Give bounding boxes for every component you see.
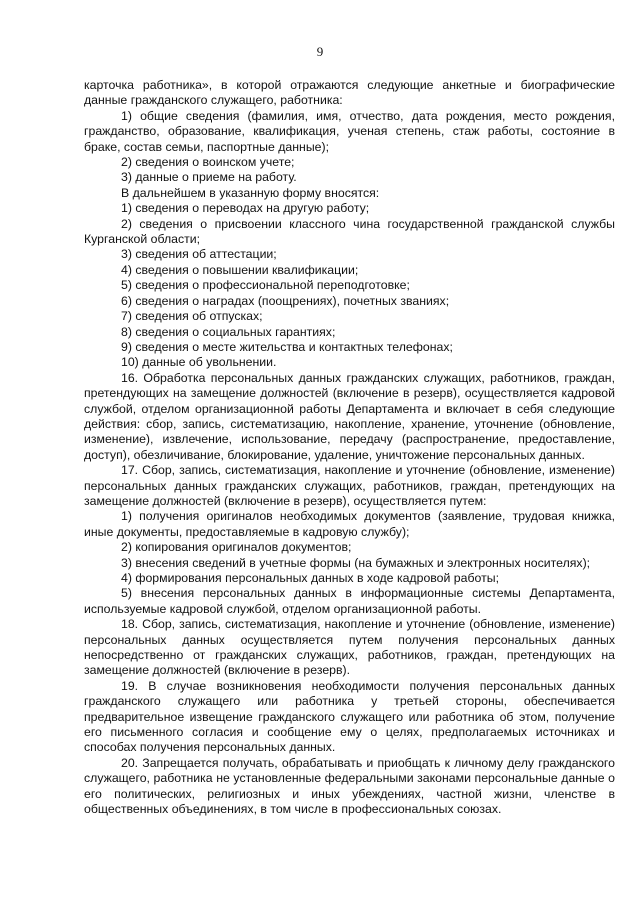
paragraph: 4) сведения о повышении квалификации; <box>121 262 359 277</box>
paragraph: 5) внесения персональных данных в информационные системы Департамента, используемые кадровой службой, отделом организационной работы. <box>84 586 615 616</box>
paragraph: 3) сведения об аттестации; <box>121 247 277 262</box>
paragraph: 6) сведения о наградах (поощрениях), почетных званиях; <box>121 293 450 308</box>
paragraph: 1) общие сведения (фамилия, имя, отчество, дата рождения, место рождения, гражданство, образование, квалификация, ученая степень, стаж работы, состояние в браке, состав семьи, паспортные данные); <box>84 108 615 154</box>
paragraph: 16. Обработка персональных данных гражданских служащих, работников, граждан, претендующих на замещение должностей (включение в резерв), осуществляется кадровой службой, отделом организационной работы Департамента и включает в себя следующие действия: сбор, запись, систематизацию, накопление, хранение, уточнение (обновление, изменение), извлечение, использование, передачу (распространение, предоставление, доступ), обезличивание, блокирование, удаление, уничтожение персональных данных. <box>84 370 615 462</box>
paragraph: карточка работника», в которой отражаются следующие анкетные и биографические данные гражданского служащего, работника: <box>84 78 615 108</box>
paragraph: 2) сведения о воинском учете; <box>121 155 295 170</box>
paragraph: 3) данные о приеме на работу. <box>121 170 297 185</box>
paragraph: 1) получения оригиналов необходимых документов (заявление, трудовая книжка, иные документы, предоставляемые в кадровую службу); <box>84 509 615 539</box>
paragraph: 1) сведения о переводах на другую работу; <box>121 201 370 216</box>
paragraph: 2) сведения о присвоении классного чина государственной гражданской службы Курганской области; <box>84 216 615 247</box>
paragraph: 8) сведения о социальных гарантиях; <box>121 324 336 339</box>
paragraph: 17. Сбор, запись, систематизация, накопление и уточнение (обновление, изменение) персональных данных гражданских служащих, работников, граждан, претендующих на замещение должностей (включение в резерв), осуществляется путем: <box>84 463 615 508</box>
document-body <box>84 78 615 818</box>
paragraph: 10) данные об увольнении. <box>121 355 277 370</box>
paragraph: В дальнейшем в указанную форму вносятся: <box>121 185 380 200</box>
paragraph: 20. Запрещается получать, обрабатывать и приобщать к личному делу гражданского служащего, работника не установленные федеральными законами персональные данные о его политических, религиозных и иных убеждениях, частной жизни, членстве в общественных объединениях, в том числе в профессиональных союзах. <box>84 755 615 817</box>
paragraph: 4) формирования персональных данных в ходе кадровой работы; <box>121 571 499 585</box>
paragraph: 9) сведения о месте жительства и контактных телефонах; <box>121 339 453 354</box>
page-number: 9 <box>316 44 324 59</box>
paragraph: 2) копирования оригиналов документов; <box>121 540 352 555</box>
paragraph: 18. Сбор, запись, систематизация, накопление и уточнение (обновление, изменение) персональных данных осуществляется путем получения персональных данных непосредственно от гражданских служащих, работников, граждан, претендующих на замещение должностей (включение в резерв). <box>84 617 615 678</box>
paragraph: 19. В случае возникновения необходимости получения персональных данных гражданского служащего или работника у третьей стороны, обеспечивается предварительное извещение гражданского служащего или работника об этом, получение его письменного согласия и сообщение ему о целях, предполагаемых источниках и способах получения персональных данных. <box>84 678 615 755</box>
paragraph: 5) сведения о профессиональной переподготовке; <box>121 278 410 293</box>
paragraph: 7) сведения об отпусках; <box>121 309 263 324</box>
paragraph: 3) внесения сведений в учетные формы (на бумажных и электронных носителях); <box>121 555 591 570</box>
